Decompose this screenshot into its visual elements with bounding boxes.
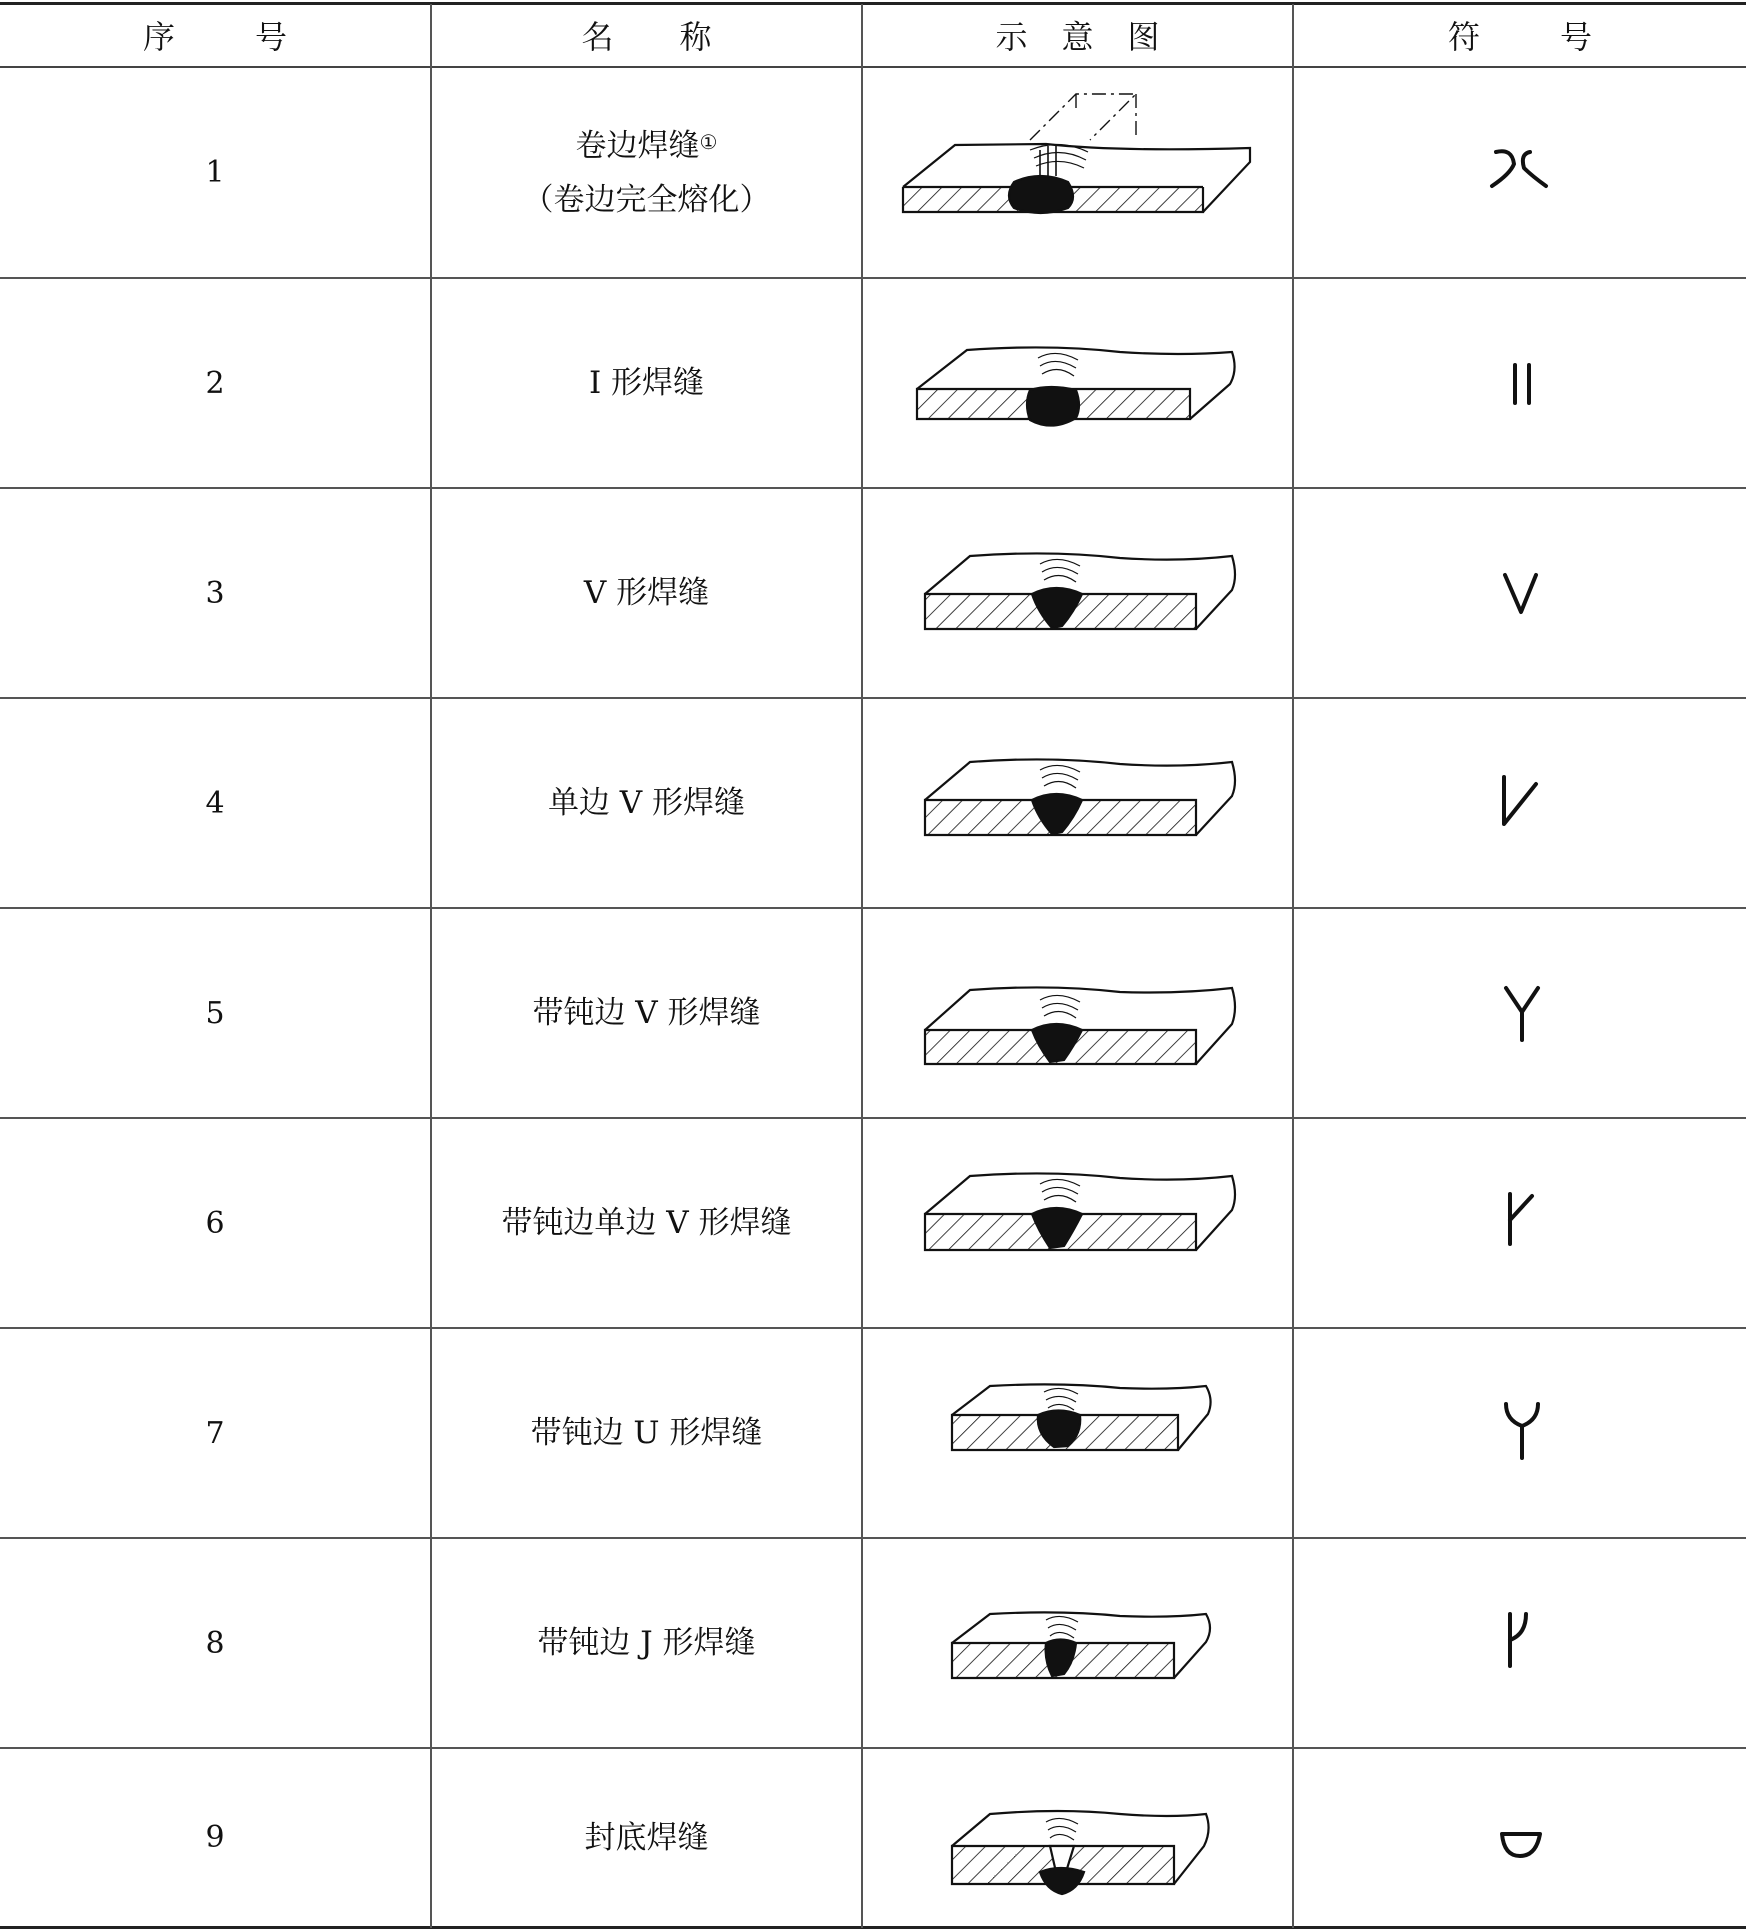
row-index: 6 xyxy=(205,1205,225,1241)
row-index: 2 xyxy=(205,365,225,401)
broad-root-bevel-weld-diagram xyxy=(925,1173,1235,1250)
row-name: V 形焊缝 xyxy=(583,575,710,611)
flanged-weld-diagram xyxy=(903,94,1250,213)
row-name: 单边 V 形焊缝 xyxy=(547,785,746,821)
backing-weld-diagram xyxy=(952,1811,1209,1894)
square-butt-weld-diagram xyxy=(917,347,1235,425)
row-index: 9 xyxy=(205,1820,225,1855)
footnote-marker: ① xyxy=(699,129,718,154)
row-index: 7 xyxy=(205,1415,225,1451)
row-name: 带钝边单边 V 形焊缝 xyxy=(501,1205,792,1241)
v-butt-weld-symbol-icon xyxy=(1505,575,1536,612)
v-butt-weld-diagram xyxy=(925,553,1235,629)
header-char: 序 xyxy=(142,18,175,56)
row-name: 带钝边 V 形焊缝 xyxy=(532,995,761,1031)
header-char: 号 xyxy=(255,18,288,56)
flanged-butt-weld-symbol-icon xyxy=(1492,151,1546,186)
row-index: 1 xyxy=(205,155,225,190)
name-subtext: （卷边完全熔化） xyxy=(522,181,771,218)
single-bevel-broad-root-symbol-icon xyxy=(1510,1194,1532,1244)
header-char: 意 xyxy=(1061,18,1094,56)
y-weld-diagram xyxy=(925,987,1235,1064)
u-weld-diagram xyxy=(952,1384,1211,1450)
name-text: 卷边焊缝 xyxy=(575,127,700,164)
single-bevel-weld-diagram xyxy=(925,759,1235,835)
header-char: 号 xyxy=(1560,18,1593,56)
square-butt-weld-symbol-icon xyxy=(1515,365,1529,403)
j-weld-diagram xyxy=(952,1612,1210,1678)
row-index: 3 xyxy=(205,575,225,611)
header-char: 示 xyxy=(995,18,1028,56)
row-name: 带钝边 J 形焊缝 xyxy=(537,1625,756,1661)
single-bevel-weld-symbol-icon xyxy=(1504,777,1536,824)
j-weld-symbol-icon xyxy=(1510,1614,1526,1666)
row-name: I 形焊缝 xyxy=(588,365,705,401)
row-name: 带钝边 U 形焊缝 xyxy=(530,1415,763,1451)
header-char: 符 xyxy=(1447,18,1480,56)
row-name: 封底焊缝 xyxy=(584,1819,709,1856)
header-char: 图 xyxy=(1127,18,1160,56)
header-char: 称 xyxy=(679,18,712,56)
row-index: 8 xyxy=(205,1625,225,1661)
backing-weld-symbol-icon xyxy=(1502,1834,1540,1856)
row-index: 5 xyxy=(205,995,225,1031)
header-char: 名 xyxy=(581,18,614,56)
u-weld-symbol-icon xyxy=(1506,1404,1538,1458)
y-weld-symbol-icon xyxy=(1506,988,1538,1040)
row-index: 4 xyxy=(205,785,225,821)
